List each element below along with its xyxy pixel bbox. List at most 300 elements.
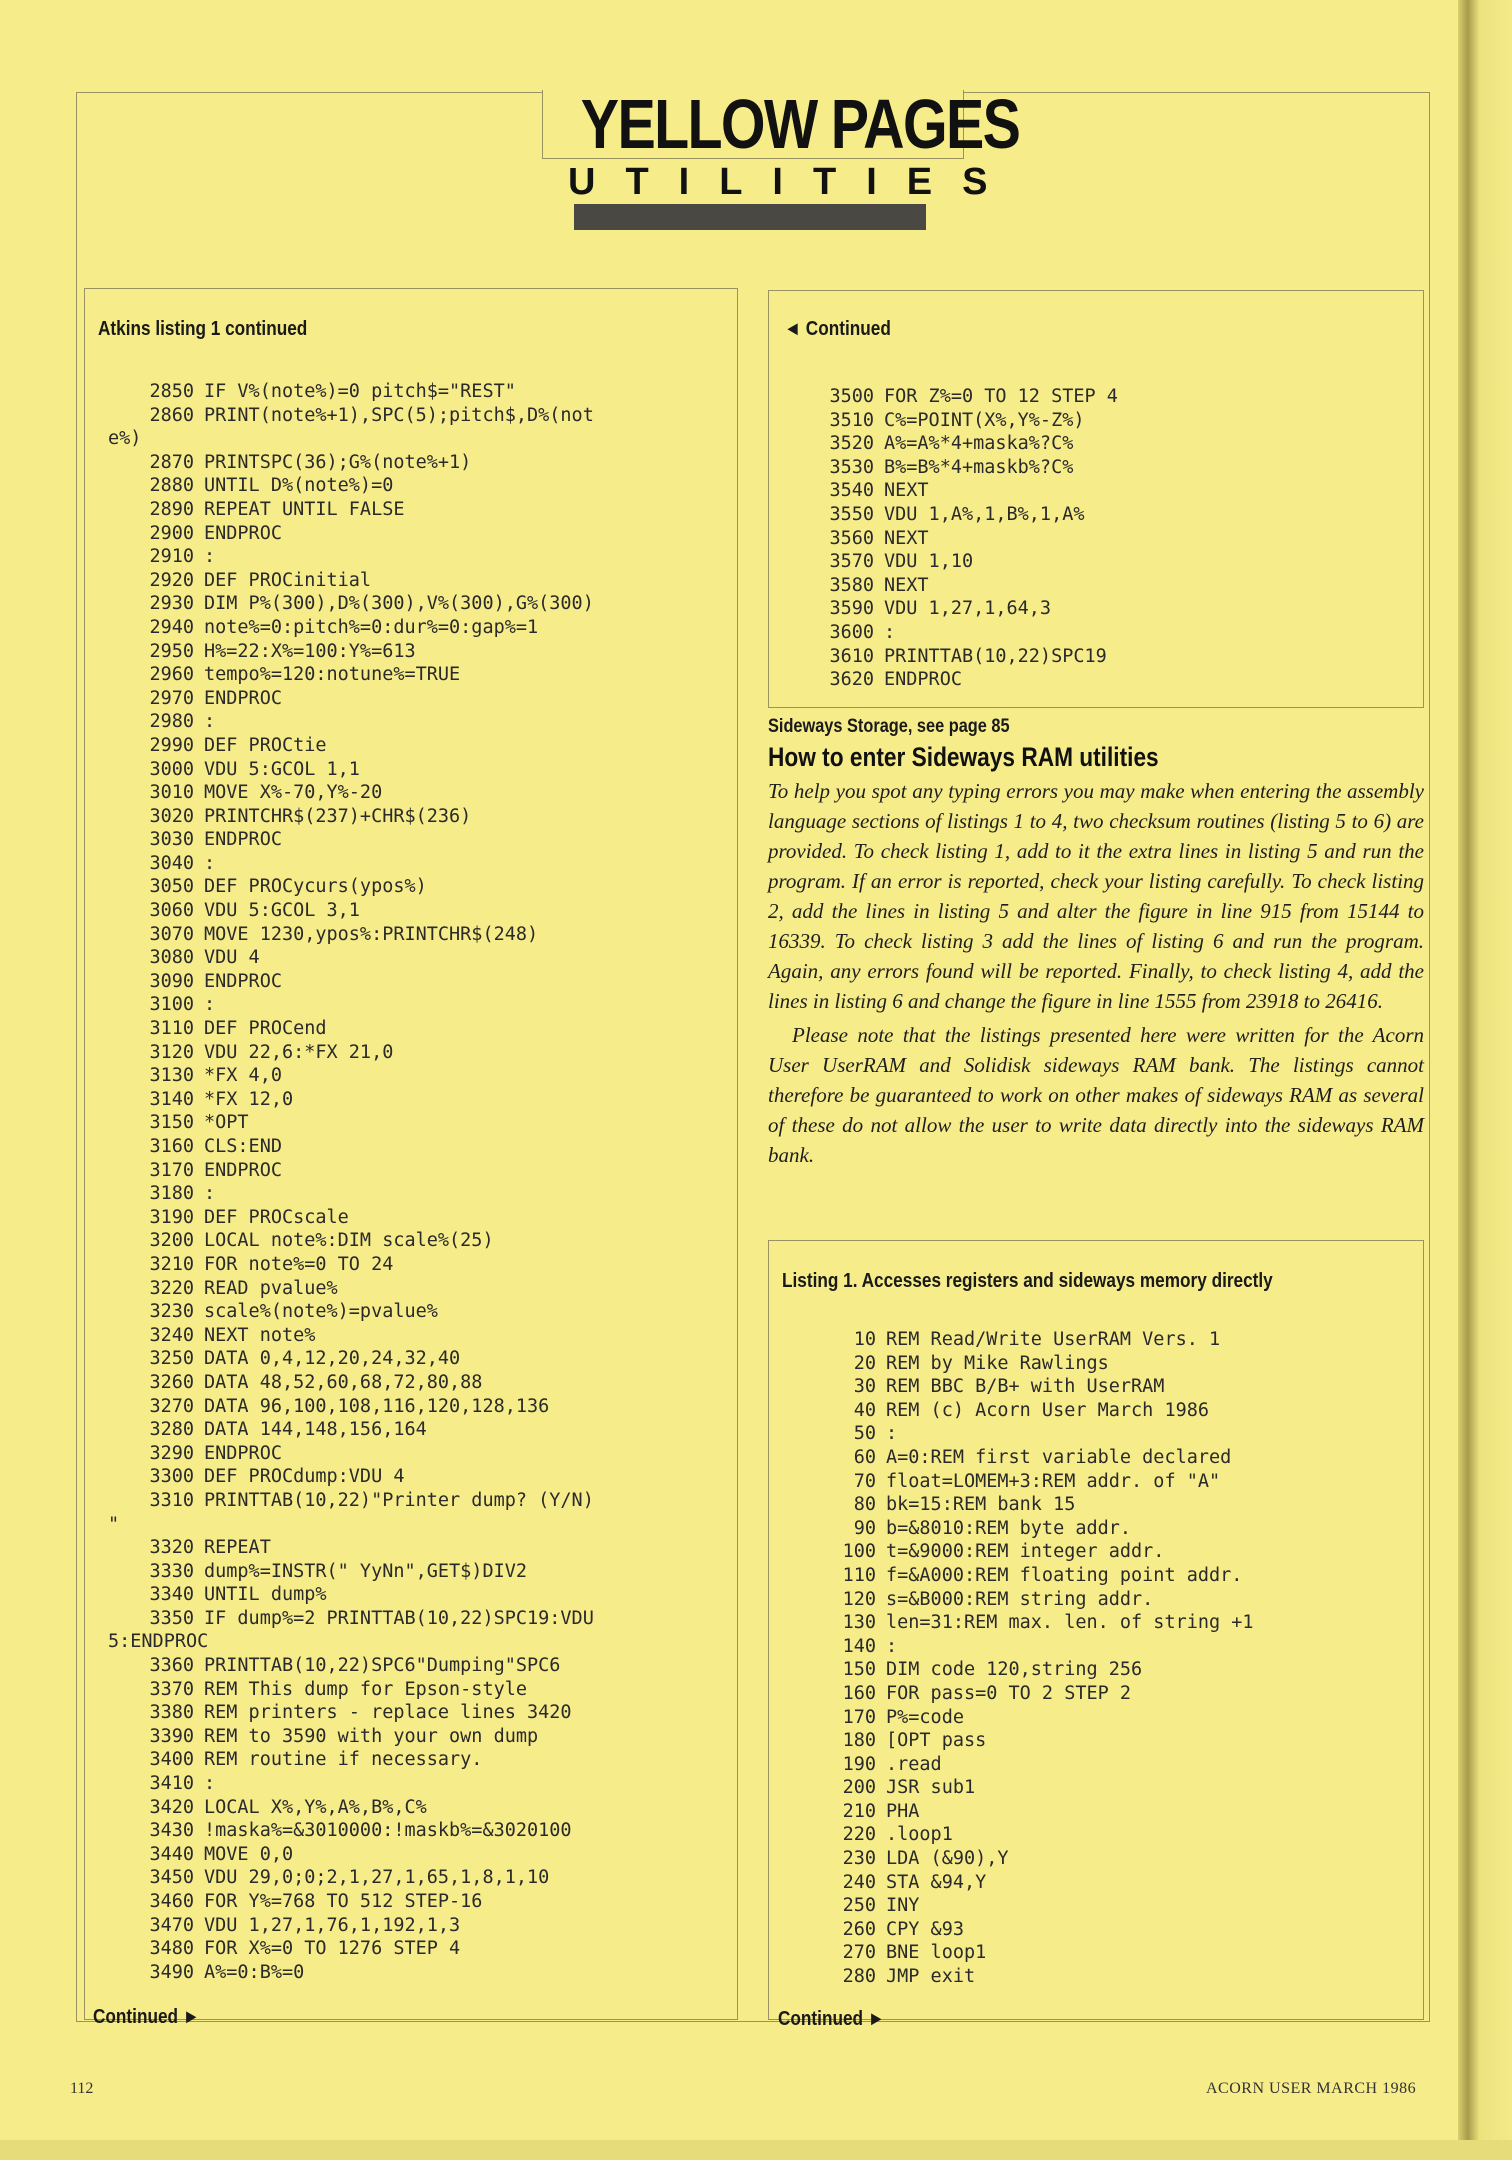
code-line-text: IF V%(note%)=0 pitch$="REST" (204, 381, 516, 402)
code-line-number: 190 (842, 1753, 876, 1775)
code-line (118, 522, 594, 546)
code-line-text: CPY &93 (886, 1918, 964, 1940)
code-line-text: : (204, 1773, 216, 1795)
code-line (798, 432, 1118, 456)
code-line (800, 1564, 1254, 1588)
code-line (798, 456, 1118, 480)
code-line (118, 758, 594, 782)
code-line-number: 3500 (829, 386, 874, 407)
code-line (800, 1588, 1254, 1612)
code-line-number: 3010 (149, 782, 194, 804)
code-line-number: 3550 (829, 503, 874, 525)
code-line (118, 663, 594, 687)
code-line-text: INY (886, 1895, 920, 1917)
code-line (118, 1253, 594, 1277)
code-line-number: 3070 (149, 923, 194, 945)
code-line-number: 2970 (149, 687, 194, 709)
code-line-text: VDU 29,0;0;2,1,27,1,65,1,8,1,10 (204, 1867, 550, 1889)
code-line-number: 120 (842, 1588, 876, 1610)
code-line-text: PRINTTAB(10,22)SPC6"Dumping"SPC6 (204, 1655, 561, 1677)
code-line-number: 3290 (149, 1442, 194, 1464)
code-line (118, 1607, 594, 1631)
code-line-text: ENDPROC (204, 687, 282, 709)
code-line (118, 828, 594, 852)
code-line-text: REPEAT (204, 1537, 271, 1559)
code-line (800, 1375, 1254, 1399)
code-line (118, 616, 594, 640)
code-line-text: VDU 1,A%,1,B%,1,A% (884, 503, 1085, 525)
code-line-number: 20 (853, 1352, 876, 1374)
code-line-number: 3160 (149, 1136, 194, 1157)
code-line (118, 1489, 594, 1513)
code-line-text: DEF PROCend (204, 1018, 327, 1040)
code-line-text: REM routine if necessary. (204, 1749, 483, 1771)
code-line (800, 1753, 1254, 1777)
code-line-text: BNE loop1 (886, 1942, 987, 1964)
code-line-text: FOR Z%=0 TO 12 STEP 4 (884, 386, 1118, 407)
code-line-text: scale%(note%)=pvalue% (204, 1301, 438, 1323)
code-line-text: P%=code (886, 1706, 964, 1728)
code-line-number: 2890 (149, 498, 194, 520)
code-line-text: : (884, 621, 896, 643)
code-line-text: DATA 144,148,156,164 (204, 1419, 427, 1441)
code-line (118, 1937, 594, 1961)
code-line-number: 2850 (149, 381, 194, 402)
code-line (118, 1796, 594, 1820)
code-line (798, 409, 1118, 433)
code-line-number: 3240 (149, 1324, 194, 1346)
code-line-number: 2880 (149, 475, 194, 497)
code-line-text: ENDPROC (204, 1442, 282, 1464)
code-line (118, 805, 594, 829)
code-line-number: 230 (842, 1848, 876, 1870)
code-line-text: *FX 4,0 (204, 1065, 282, 1087)
code-line-text: float=LOMEM+3:REM addr. of "A" (886, 1470, 1221, 1492)
code-line-number: 3180 (149, 1183, 194, 1205)
code-line-text: t=&9000:REM integer addr. (886, 1541, 1165, 1563)
code-line-text: PRINTTAB(10,22)SPC19 (884, 645, 1107, 667)
code-line (800, 1658, 1254, 1682)
code-line-number: 30 (853, 1376, 876, 1398)
code-line-number: 3520 (829, 433, 874, 455)
code-line (118, 875, 594, 899)
code-line-text: A=0:REM first variable declared (886, 1446, 1232, 1468)
code-line-text: : (204, 1183, 216, 1205)
code-line-number: 3460 (149, 1891, 194, 1912)
code-line-text: ENDPROC (204, 522, 282, 544)
code-line (800, 1800, 1254, 1824)
code-line (798, 574, 1118, 598)
code-line-text: REM This dump for Epson-style (204, 1678, 528, 1700)
page-edge (1458, 0, 1512, 2160)
code-line (118, 1347, 594, 1371)
code-line (108, 1630, 594, 1654)
code-line-number: 2900 (149, 522, 194, 544)
code-line-text: ENDPROC (204, 829, 282, 851)
code-line-number: 3340 (149, 1584, 194, 1606)
code-line-number: 3130 (149, 1065, 194, 1087)
code-line-text: ENDPROC (204, 1159, 282, 1181)
code-line (108, 1513, 594, 1537)
code-line-number: 3250 (149, 1348, 194, 1370)
code-line-text: JSR sub1 (886, 1777, 976, 1799)
code-line-text: f=&A000:REM floating point addr. (886, 1564, 1243, 1586)
code-line-number: 2960 (149, 664, 194, 686)
code-line-number: 270 (842, 1942, 876, 1964)
code-line (118, 1654, 594, 1678)
code-line-number: 180 (842, 1730, 876, 1752)
code-line-text: DEF PROCycurs(ypos%) (204, 876, 427, 898)
article-body (768, 776, 1424, 1170)
code-line (118, 710, 594, 734)
code-line (800, 1965, 1254, 1989)
code-line-number: 3150 (149, 1112, 194, 1134)
code-line-number: 3350 (149, 1607, 194, 1629)
code-line-number: 200 (842, 1777, 876, 1799)
code-line-text: DIM code 120,string 256 (886, 1659, 1143, 1681)
code-line-number: 60 (853, 1446, 876, 1468)
code-line-number: 3470 (149, 1914, 194, 1936)
code-line-number: 3480 (149, 1938, 194, 1960)
code-line-text: REM by Mike Rawlings (886, 1352, 1109, 1374)
code-line-number: 2980 (149, 711, 194, 733)
code-line (118, 1064, 594, 1088)
code-line (118, 1465, 594, 1489)
left-code-listing (108, 380, 594, 1984)
code-line (118, 899, 594, 923)
code-line-text: PRINTTAB(10,22)"Printer dump? (Y/N) (204, 1489, 594, 1511)
code-line-number: 3260 (149, 1371, 194, 1393)
code-line-text: READ pvalue% (204, 1277, 338, 1299)
code-line-text: VDU 5:GCOL 1,1 (204, 758, 360, 780)
code-line (800, 1517, 1254, 1541)
code-line (118, 474, 594, 498)
code-line-text: DEF PROCinitial (204, 569, 372, 591)
code-line-text: LOCAL note%:DIM scale%(25) (204, 1230, 494, 1252)
code-line-text: REM BBC B/B+ with UserRAM (886, 1376, 1165, 1398)
code-line-number: 3490 (149, 1961, 194, 1983)
code-line-number: 3410 (149, 1773, 194, 1795)
code-line (118, 1725, 594, 1749)
left-continued-link[interactable]: Continued ► (93, 2006, 200, 2028)
code-line (800, 1894, 1254, 1918)
code-line-text: : (204, 994, 216, 1016)
code-line-number: 3170 (149, 1159, 194, 1181)
code-line (118, 1088, 594, 1112)
code-line (118, 1135, 594, 1159)
code-line-text: [OPT pass (886, 1730, 987, 1752)
code-line (118, 592, 594, 616)
code-line-text: : (204, 711, 216, 733)
code-line (798, 668, 1118, 692)
code-line (118, 1536, 594, 1560)
code-line-text: VDU 1,10 (884, 551, 974, 573)
page-bottom-band (0, 2140, 1512, 2160)
code-line (118, 1206, 594, 1230)
code-line-text: ENDPROC (204, 970, 282, 992)
code-line-text: DATA 0,4,12,20,24,32,40 (204, 1348, 461, 1370)
code-line-text: NEXT note% (204, 1324, 316, 1346)
code-line (118, 569, 594, 593)
masthead-subtitle: UTILITIES (568, 161, 1018, 203)
code-line (118, 1914, 594, 1938)
code-line-text: : (886, 1635, 898, 1657)
code-line (118, 1819, 594, 1843)
code-line (108, 427, 594, 451)
code-line-number: 3590 (829, 598, 874, 620)
code-line (800, 1871, 1254, 1895)
code-line-number: 3540 (829, 480, 874, 502)
code-line-text: DATA 48,52,60,68,72,80,88 (204, 1371, 483, 1393)
code-line-continuation: 5:ENDPROC (108, 1631, 209, 1653)
code-line-number: 3020 (149, 805, 194, 827)
code-line-number: 3400 (149, 1749, 194, 1771)
code-line (118, 1748, 594, 1772)
right-top-code-listing (798, 385, 1118, 692)
code-line-text: FOR Y%=768 TO 512 STEP-16 (204, 1891, 483, 1912)
code-line (118, 852, 594, 876)
code-line-number: 3560 (829, 527, 874, 549)
code-line (798, 479, 1118, 503)
code-line (118, 781, 594, 805)
code-line-text: PRINTSPC(36);G%(note%+1) (204, 451, 472, 473)
code-line-text: ENDPROC (884, 669, 962, 691)
masthead-bar (574, 204, 926, 230)
code-line-text: DATA 96,100,108,116,120,128,136 (204, 1395, 550, 1417)
code-line-number: 3310 (149, 1489, 194, 1511)
code-line-number: 3440 (149, 1843, 194, 1865)
code-line (118, 734, 594, 758)
code-line-text: *OPT (204, 1112, 249, 1134)
code-line-number: 3280 (149, 1419, 194, 1441)
code-line (800, 1422, 1254, 1446)
code-line-text: STA &94,Y (886, 1871, 987, 1893)
code-line (118, 498, 594, 522)
article-title: How to enter Sideways RAM utilities (768, 742, 1159, 772)
code-line (798, 645, 1118, 669)
code-line-number: 260 (842, 1918, 876, 1940)
code-line-text: DEF PROCtie (204, 734, 327, 756)
code-line-text: .loop1 (886, 1824, 953, 1846)
code-line-number: 3390 (149, 1725, 194, 1747)
code-line-number: 3380 (149, 1702, 194, 1724)
code-line-text: PHA (886, 1800, 920, 1822)
code-line-number: 3360 (149, 1655, 194, 1677)
code-line (118, 946, 594, 970)
code-line (118, 1395, 594, 1419)
code-line-number: 2940 (149, 616, 194, 638)
code-line-number: 80 (853, 1494, 876, 1516)
code-line (118, 923, 594, 947)
code-line-number: 150 (842, 1659, 876, 1681)
code-line (118, 1560, 594, 1584)
code-line-text: B%=B%*4+maskb%?C% (884, 456, 1074, 478)
code-line-number: 3450 (149, 1867, 194, 1889)
code-line-text: DEF PROCdump:VDU 4 (204, 1466, 405, 1488)
code-line (118, 1229, 594, 1253)
code-line (800, 1470, 1254, 1494)
code-line-number: 140 (842, 1635, 876, 1657)
code-line (118, 1017, 594, 1041)
code-line-text: : (204, 852, 216, 874)
code-line-text: REM to 3590 with your own dump (204, 1725, 539, 1747)
code-line (118, 451, 594, 475)
masthead-title: YELLOW PAGES (580, 85, 1020, 163)
code-line (118, 1300, 594, 1324)
code-line-text: dump%=INSTR(" YyNn",GET$)DIV2 (204, 1560, 528, 1582)
code-line-text: bk=15:REM bank 15 (886, 1494, 1076, 1516)
code-line (118, 1111, 594, 1135)
code-line-number: 3510 (829, 409, 874, 431)
code-line (800, 1540, 1254, 1564)
left-listing-heading: Atkins listing 1 continued (98, 318, 308, 340)
code-line-text: REPEAT UNTIL FALSE (204, 498, 405, 520)
code-line-number: 2930 (149, 593, 194, 615)
code-line (798, 385, 1118, 409)
code-line-number: 2870 (149, 451, 194, 473)
masthead (542, 85, 1020, 163)
code-line (800, 1328, 1254, 1352)
code-line (118, 1324, 594, 1348)
code-line-text: CLS:END (204, 1136, 282, 1157)
code-line-number: 3370 (149, 1678, 194, 1700)
code-line-number: 3060 (149, 900, 194, 922)
code-line-text: PRINTCHR$(237)+CHR$(236) (204, 805, 472, 827)
right-top-heading[interactable]: ◄ Continued (784, 318, 891, 340)
code-line (798, 503, 1118, 527)
code-line (118, 1701, 594, 1725)
article-paragraph-1: To help you spot any typing errors you may make when entering the assembly language sections of listings 1 to 4, two checksum routines (listing 5 to 6) are provided. To check listing 1, add to it the extra lines in listing 5 and run the program. If an error is reported, check your listing carefully. To check listing 2, add the lines in listing 5 and alter the figure in line 915 from 15144 to 16339. To check listing 3 add the lines of listing 6 and run the program. Again, any errors found will be reported. Finally, to check listing 4, add the lines in listing 6 and change the figure in line 1555 from 23918 to 26416. (768, 779, 1424, 1013)
code-line-number: 3420 (149, 1796, 194, 1818)
code-line-text: DIM P%(300),D%(300),V%(300),G%(300) (204, 593, 594, 615)
code-line-text: A%=A%*4+maska%?C% (884, 433, 1074, 455)
code-line-number: 40 (853, 1399, 876, 1421)
code-line-text: UNTIL dump% (204, 1584, 327, 1606)
code-line-text: !maska%=&3010000:!maskb%=&3020100 (204, 1820, 572, 1842)
code-line-number: 3140 (149, 1088, 194, 1110)
code-line-number: 3100 (149, 994, 194, 1016)
code-line (118, 545, 594, 569)
code-line-number: 3080 (149, 947, 194, 969)
code-line (118, 1159, 594, 1183)
code-line (800, 1706, 1254, 1730)
code-line-number: 3620 (829, 669, 874, 691)
code-line-text: b=&8010:REM byte addr. (886, 1517, 1132, 1539)
code-line-text: PRINT(note%+1),SPC(5);pitch$,D%(not (204, 404, 594, 426)
code-line-text: REM (c) Acorn User March 1986 (886, 1399, 1210, 1421)
code-line-number: 3110 (149, 1018, 194, 1040)
code-line-number: 3300 (149, 1466, 194, 1488)
code-line (118, 687, 594, 711)
magazine-footer: ACORN USER MARCH 1986 (1206, 2080, 1417, 2097)
code-line (118, 380, 594, 404)
code-line-number: 280 (842, 1966, 876, 1988)
code-line-number: 2990 (149, 734, 194, 756)
code-line (118, 1583, 594, 1607)
right-continued-link[interactable]: Continued ► (778, 2008, 885, 2030)
code-line (798, 527, 1118, 551)
code-line-number: 3120 (149, 1041, 194, 1063)
code-line (800, 1682, 1254, 1706)
code-line-number: 3570 (829, 551, 874, 573)
code-line (800, 1729, 1254, 1753)
code-line (118, 1890, 594, 1914)
code-line-number: 3600 (829, 621, 874, 643)
page-number: 112 (70, 2080, 94, 2097)
code-line-number: 3030 (149, 829, 194, 851)
code-line-text: VDU 22,6:*FX 21,0 (204, 1041, 394, 1063)
code-line-number: 3200 (149, 1230, 194, 1252)
article-kicker: Sideways Storage, see page 85 (768, 716, 1010, 737)
code-line (118, 1961, 594, 1985)
code-line-number: 50 (853, 1423, 876, 1445)
code-line-number: 110 (842, 1564, 876, 1586)
code-line (800, 1493, 1254, 1517)
code-line (798, 550, 1118, 574)
code-line (118, 1678, 594, 1702)
code-line-number: 90 (853, 1517, 876, 1539)
code-line-number: 220 (842, 1824, 876, 1846)
code-line-text: VDU 5:GCOL 3,1 (204, 900, 360, 922)
code-line-text: NEXT (884, 527, 929, 549)
code-line (800, 1446, 1254, 1470)
code-line (118, 640, 594, 664)
code-line-text: IF dump%=2 PRINTTAB(10,22)SPC19:VDU (204, 1607, 594, 1629)
code-line-number: 240 (842, 1871, 876, 1893)
code-line-text: note%=0:pitch%=0:dur%=0:gap%=1 (204, 616, 539, 638)
code-line-number: 3330 (149, 1560, 194, 1582)
code-line-text: REM Read/Write UserRAM Vers. 1 (886, 1329, 1221, 1350)
code-line-number: 2910 (149, 546, 194, 568)
code-line (800, 1847, 1254, 1871)
right-bottom-heading: Listing 1. Accesses registers and sideways memory directly (782, 1270, 1273, 1292)
code-line (800, 1635, 1254, 1659)
code-line-continuation: e%) (108, 428, 142, 450)
code-line (118, 1866, 594, 1890)
code-line-text: MOVE X%-70,Y%-20 (204, 782, 383, 804)
code-line (800, 1918, 1254, 1942)
code-line (118, 1277, 594, 1301)
code-line (798, 621, 1118, 645)
code-line-number: 160 (842, 1682, 876, 1704)
code-line-text: NEXT (884, 480, 929, 502)
article-paragraph-2: Please note that the listings presented here were written for the Acorn User UserRAM and Solidisk sideways RAM bank. The listings cannot therefore be guaranteed to work on other makes of sideways RAM as several of these do not allow the user to write data directly into the sideways RAM bank. (768, 1023, 1424, 1167)
code-line-text: VDU 1,27,1,64,3 (884, 598, 1052, 620)
code-line (800, 1823, 1254, 1847)
code-line (118, 404, 594, 428)
code-line (800, 1399, 1254, 1423)
code-line-number: 3270 (149, 1395, 194, 1417)
code-line-text: : (204, 546, 216, 568)
code-line-continuation: " (108, 1513, 120, 1535)
code-line-number: 3050 (149, 876, 194, 898)
code-line-number: 3530 (829, 456, 874, 478)
code-line (118, 1418, 594, 1442)
code-line-number: 3190 (149, 1206, 194, 1228)
code-line (800, 1776, 1254, 1800)
code-line-number: 210 (842, 1800, 876, 1822)
code-line-text: MOVE 0,0 (204, 1843, 294, 1865)
code-line-number: 2950 (149, 640, 194, 662)
code-line-number: 3220 (149, 1277, 194, 1299)
code-line-number: 2920 (149, 569, 194, 591)
code-line-number: 10 (853, 1329, 876, 1350)
code-line (800, 1352, 1254, 1376)
code-line (118, 1772, 594, 1796)
code-line (800, 1611, 1254, 1635)
code-line-number: 100 (842, 1541, 876, 1563)
code-line-text: VDU 1,27,1,76,1,192,1,3 (204, 1914, 461, 1936)
